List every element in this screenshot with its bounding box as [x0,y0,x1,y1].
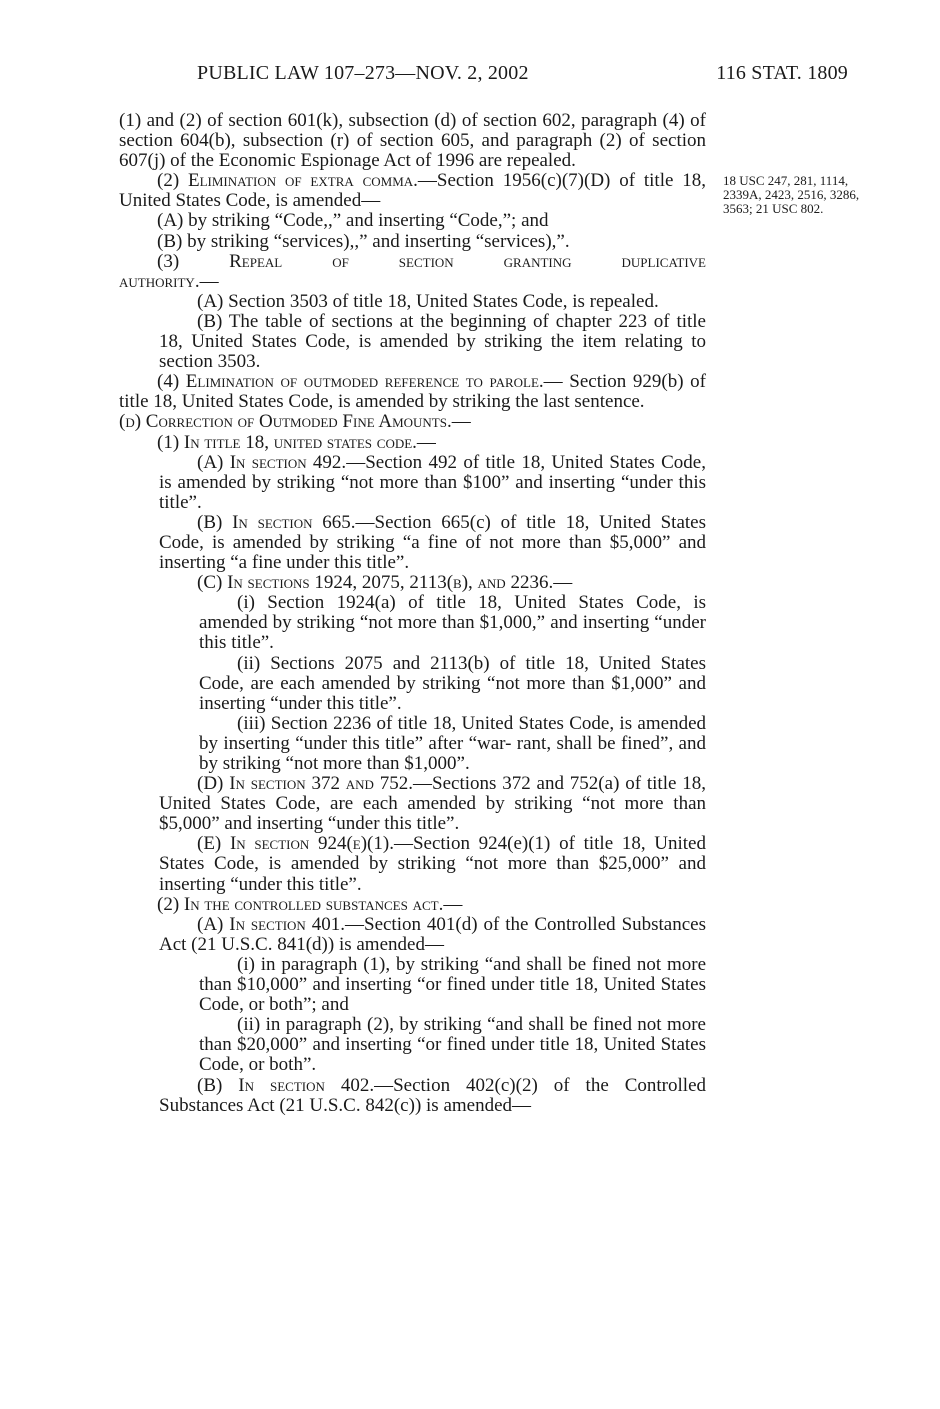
statute-text [119,111,706,1116]
paragraph-3-b: (B) The table of sections at the beginning of chapter 223 of title 18, United States Code, is amended by striking the item relating to section 3503. [159,310,706,373]
paragraph-4 [119,372,706,412]
paragraph-2-a: (A) by striking “Code,,” and inserting “Code,”; and [157,210,549,232]
subsection-d-1-a-text: —Section 492 of title 18, United States Code, is amended by striking “not more than $100” and inserting “under this title”. [159,451,706,513]
subsection-d-1-e-heading: (E) In section 924(e)(1). [197,833,394,855]
subsection-d-1-d-heading: (D) In section 372 and 752. [197,773,414,795]
subsection-d-1-c-title: (C) In sections 1924, 2075, 2113(b), and 2236. [197,572,554,594]
paragraph-3-heading-end [119,272,706,292]
subsection-d-1-a [119,453,706,513]
subsection-d-title: (d) Correction of Outmoded Fine Amounts. [119,411,452,433]
subsection-d-1-e [119,834,706,894]
subsection-d-1-c-dash: — [553,572,573,594]
stat-page-number: 116 STAT. 1809 [716,62,848,84]
subsection-d-1-d-text: —Sections 372 and 752(a) of title 18, United States Code, are each amended by striking “not more than $5,000” and inserting “under this title”. [159,773,706,835]
margin-citation-note: 18 USC 247, 281, 1114, 2339A, 2423, 2516, 3286, 3563; 21 USC 802. [723,173,860,216]
paragraph-1-continuation: (1) and (2) of section 601(k), subsection (d) of section 602, paragraph (4) of section 604(b), subsection (r) of section 605, and paragraph (2) of section 607(j) of the Economic Espionage Act of 1996 are repealed. [119,110,706,172]
subsection-d-1-c-ii: (ii) Sections 2075 and 2113(b) of title 18, United States Code, are each amended by striking “not more than $1,000” and inserting “under this title”. [199,652,706,714]
subsection-d-1-b-text: —Section 665(c) of title 18, United States Code, is amended by striking “a fine of not more than $5,000” and inserting “a fine under this title”. [159,511,706,574]
paragraph-3-dash: — [199,270,219,292]
subsection-d-1-heading [119,433,706,453]
subsection-d-2-a-i: (i) in paragraph (1), by striking “and shall be fined not more than $10,000” and inserting “or fined under title 18, United States Code, or both”; and [199,953,706,1016]
subsection-d-2-b-text: —Section 402(c)(2) of the Controlled Substances Act (21 U.S.C. 842(c)) is amended— [159,1074,707,1116]
subsection-d-1-c-heading [119,573,706,593]
subsection-d-1-c-iii: (iii) Section 2236 of title 18, United States Code, is amended by inserting “under this title” after “war- rant, shall be fined”, and by striking “not more than $1,000”. [199,712,706,774]
subsection-d-1-b [119,513,706,573]
paragraph-3-heading: (3) Repeal of section granting duplicative [157,250,706,272]
paragraph-2-text: —Section 1956(c)(7)(D) of title 18, United States Code, is amended— [119,170,706,212]
paragraph-2 [119,171,706,211]
subsection-d-2-b [119,1076,706,1116]
subsection-d-2-title: (2) In the controlled substances act. [157,893,444,915]
subsection-d-2-a-ii: (ii) in paragraph (2), by striking “and shall be fined not more than $20,000” and inserting “or fined under title 18, United States Code, or both”. [199,1014,706,1076]
public-law-title: PUBLIC LAW 107–273—NOV. 2, 2002 [197,62,529,84]
paragraph-4-heading: (4) Elimination of outmoded reference to parole. [157,371,544,393]
subsection-d-1-title: (1) In title 18, united states code. [157,431,417,453]
subsection-d-2-b-heading: (B) In section 402. [197,1074,375,1096]
subsection-d-2-heading [119,895,706,915]
subsection-d-1-dash: — [416,431,436,453]
subsection-d-1-e-text: —Section 924(e)(1) of title 18, United States Code, is amended by striking “not more than $25,000” and inserting “under this title”. [159,833,706,895]
subsection-d-1-b-heading: (B) In section 665. [197,511,356,533]
paragraph-2-b: (B) by striking “services),,” and inserting “services),”. [157,230,570,252]
subsection-d-2-a-heading: (A) In section 401. [197,913,345,935]
paragraph-3-a: (A) Section 3503 of title 18, United States Code, is repealed. [197,290,659,312]
paragraph-4-text: — Section 929(b) of title 18, United States Code, is amended by striking the last sentence. [119,371,706,413]
subsection-d-2-a-text: —Section 401(d) of the Controlled Substances Act (21 U.S.C. 841(d)) is amended— [159,913,706,955]
subsection-d-dash: — [451,411,471,433]
subsection-d-1-a-heading: (A) In section 492. [197,451,347,473]
subsection-d-1-d [119,774,706,834]
paragraph-3-heading-word: authority. [119,270,200,292]
subsection-d-2-dash: — [443,893,463,915]
subsection-d-1-c-i: (i) Section 1924(a) of title 18, United States Code, is amended by striking “not more than $1,000,” and inserting “under this title”. [199,592,706,654]
page-header [0,62,940,88]
subsection-d-heading [119,412,706,432]
subsection-d-2-a [119,915,706,955]
paragraph-2-heading: (2) Elimination of extra comma. [157,170,418,192]
